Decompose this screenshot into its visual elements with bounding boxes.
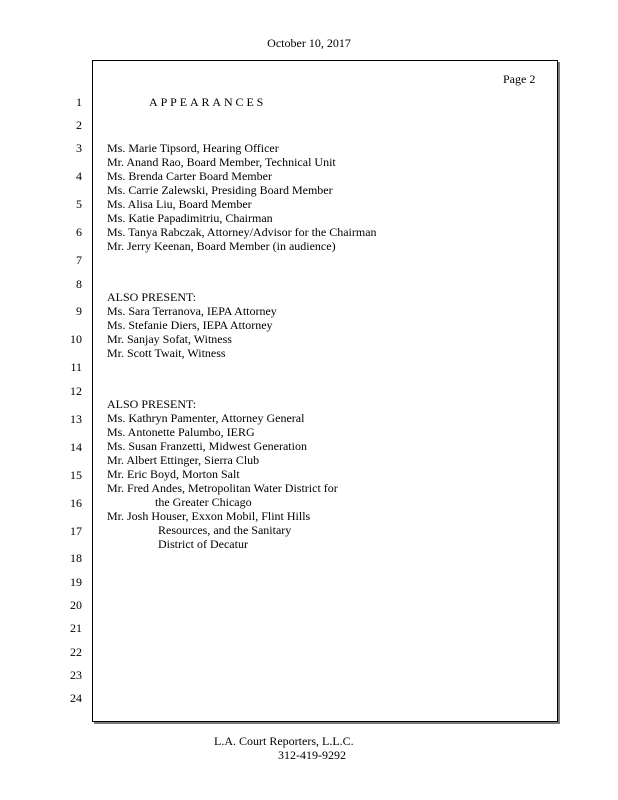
- line-number: 16: [70, 496, 82, 510]
- line-number: 5: [76, 197, 82, 211]
- appearance-line: Mr. Fred Andes, Metropolitan Water District for: [107, 481, 338, 495]
- line-number: 21: [70, 621, 82, 635]
- appearance-line: Mr. Scott Twait, Witness: [107, 346, 226, 360]
- line-number: 9: [76, 304, 82, 318]
- appearance-line: Ms. Tanya Rabczak, Attorney/Advisor for the Chairman: [107, 225, 377, 239]
- appearance-line: Mr. Josh Houser, Exxon Mobil, Flint Hills: [107, 509, 311, 523]
- line-number: 2: [76, 118, 82, 132]
- appearance-line: Ms. Susan Franzetti, Midwest Generation: [107, 439, 307, 453]
- appearance-line-continuation: District of Decatur: [158, 537, 248, 551]
- footer-phone: 312-419-9292: [278, 748, 346, 762]
- appearance-line: Mr. Albert Ettinger, Sierra Club: [107, 453, 260, 467]
- line-number: 13: [70, 412, 82, 426]
- appearance-line: Ms. Antonette Palumbo, IERG: [107, 425, 255, 439]
- appearance-line: Ms. Carrie Zalewski, Presiding Board Member: [107, 183, 333, 197]
- appearance-line: Mr. Eric Boyd, Morton Salt: [107, 467, 240, 481]
- appearance-line-continuation: the Greater Chicago: [155, 495, 252, 509]
- line-number: 10: [70, 332, 82, 346]
- appearance-line: Ms. Marie Tipsord, Hearing Officer: [107, 141, 279, 155]
- appearance-line: Mr. Jerry Keenan, Board Member (in audience): [107, 239, 336, 253]
- line-number: 17: [70, 524, 82, 538]
- line-number: 6: [76, 225, 82, 239]
- appearances-heading: APPEARANCES: [149, 95, 267, 109]
- appearance-line: Mr. Anand Rao, Board Member, Technical Unit: [107, 155, 336, 169]
- appearance-line-continuation: Resources, and the Sanitary: [158, 523, 292, 537]
- line-number: 3: [76, 141, 82, 155]
- line-number: 20: [70, 598, 82, 612]
- footer-company: L.A. Court Reporters, L.L.C.: [214, 734, 354, 748]
- appearance-line: Ms. Katie Papadimitriu, Chairman: [107, 211, 273, 225]
- header-date: October 10, 2017: [267, 36, 351, 50]
- line-number: 12: [70, 384, 82, 398]
- line-number: 23: [70, 668, 82, 682]
- line-number: 1: [76, 95, 82, 109]
- appearance-line: Ms. Brenda Carter Board Member: [107, 169, 272, 183]
- line-number: 7: [76, 253, 82, 267]
- line-number: 19: [70, 575, 82, 589]
- line-number: 15: [70, 468, 82, 482]
- also-present-label: ALSO PRESENT:: [107, 397, 197, 411]
- line-number: 22: [70, 645, 82, 659]
- appearance-line: Ms. Kathryn Pamenter, Attorney General: [107, 411, 305, 425]
- line-number: 24: [70, 691, 82, 705]
- line-number: 18: [70, 551, 82, 565]
- line-number: 14: [70, 440, 82, 454]
- line-number: 8: [76, 277, 82, 291]
- line-number: 11: [70, 360, 82, 374]
- also-present-label: ALSO PRESENT:: [107, 290, 197, 304]
- page-number: Page 2: [503, 72, 536, 86]
- appearance-line: Ms. Stefanie Diers, IEPA Attorney: [107, 318, 273, 332]
- appearance-line: Mr. Sanjay Sofat, Witness: [107, 332, 232, 346]
- appearance-line: Ms. Sara Terranova, IEPA Attorney: [107, 304, 277, 318]
- line-number: 4: [76, 169, 82, 183]
- appearance-line: Ms. Alisa Liu, Board Member: [107, 197, 252, 211]
